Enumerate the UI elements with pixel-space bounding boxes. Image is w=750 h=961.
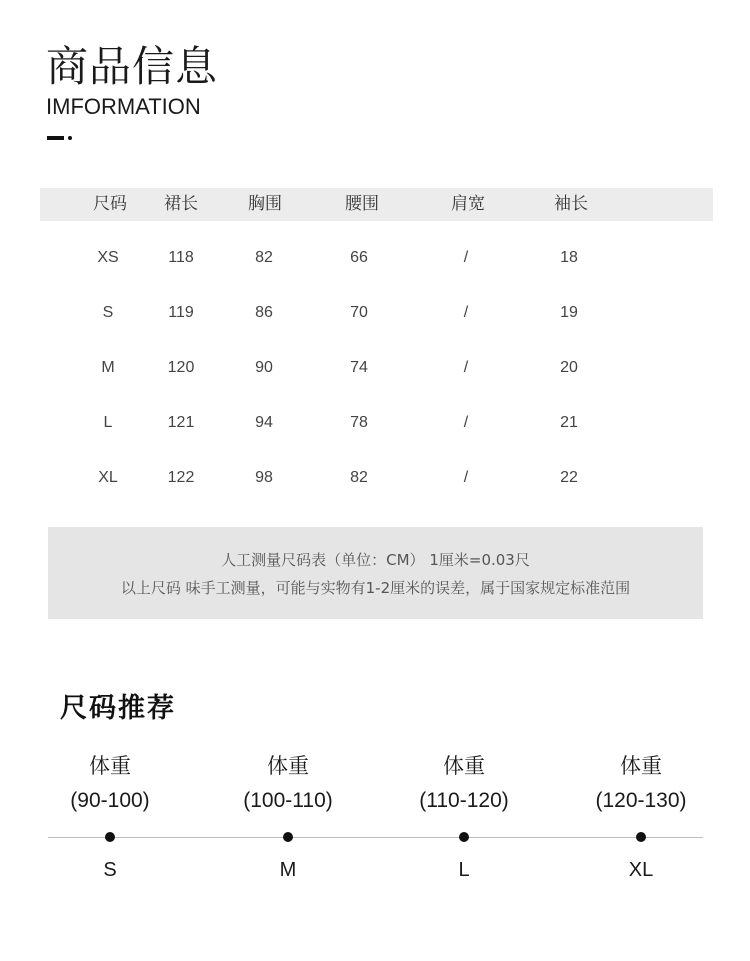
note-error-line: 以上尺码 味手工测量，可能与实物有1-2厘米的误差，属于国家规定标准范围 <box>120 579 631 597</box>
cell-skirt-length: 118 <box>168 249 194 266</box>
cell-shoulder: / <box>463 304 469 321</box>
weight-label: 体重 <box>620 754 662 778</box>
cell-waist: 70 <box>350 304 368 321</box>
measurement-note-box <box>48 527 703 619</box>
size-recommend-title: 尺码推荐 <box>60 693 176 724</box>
cell-bust: 90 <box>255 359 273 376</box>
recommended-size: XL <box>628 859 654 881</box>
cell-skirt-length: 119 <box>168 304 194 321</box>
recommended-size: M <box>279 859 297 881</box>
weight-label: 体重 <box>267 754 309 778</box>
cell-size: S <box>102 304 114 321</box>
cell-bust: 86 <box>255 304 273 321</box>
timeline-dot <box>283 832 293 842</box>
timeline-dot <box>105 832 115 842</box>
title-underline-mark <box>47 136 64 140</box>
cell-size: XL <box>98 469 118 486</box>
weight-range: (100-110) <box>243 789 333 812</box>
cell-shoulder: / <box>463 249 469 266</box>
recommended-size: L <box>458 859 470 881</box>
weight-range: (90-100) <box>70 789 150 812</box>
column-header-size: 尺码 <box>93 194 127 214</box>
cell-sleeve: 18 <box>560 249 578 266</box>
table-row <box>40 285 713 340</box>
cell-bust: 82 <box>255 249 273 266</box>
cell-sleeve: 21 <box>560 414 578 431</box>
cell-size: L <box>103 414 113 431</box>
title-chinese: 商品信息 <box>46 42 219 91</box>
column-header-bust: 胸围 <box>248 194 282 214</box>
cell-sleeve: 19 <box>560 304 578 321</box>
table-row <box>40 450 713 505</box>
cell-skirt-length: 120 <box>167 359 195 376</box>
cell-waist: 82 <box>350 469 368 486</box>
title-underline-dot <box>68 136 72 140</box>
weight-label: 体重 <box>443 754 485 778</box>
size-table <box>40 188 713 486</box>
recommend-timeline <box>48 837 703 838</box>
cell-waist: 66 <box>350 249 368 266</box>
title-english: IMFORMATION <box>46 94 201 119</box>
table-header <box>40 188 713 221</box>
cell-sleeve: 20 <box>560 359 578 376</box>
table-row <box>40 395 713 450</box>
weight-range: (120-130) <box>595 789 687 812</box>
cell-bust: 94 <box>255 414 273 431</box>
column-header-sleeve: 袖长 <box>554 194 588 214</box>
cell-waist: 78 <box>350 414 368 431</box>
cell-skirt-length: 121 <box>167 414 195 431</box>
cell-size: M <box>101 359 115 376</box>
cell-shoulder: / <box>463 359 469 376</box>
cell-shoulder: / <box>463 414 469 431</box>
cell-skirt-length: 122 <box>167 469 195 486</box>
column-header-skirt-length: 裙长 <box>164 194 198 214</box>
weight-label: 体重 <box>89 754 131 778</box>
cell-waist: 74 <box>350 359 368 376</box>
column-header-waist: 腰围 <box>345 194 379 214</box>
cell-sleeve: 22 <box>560 469 578 486</box>
cell-shoulder: / <box>463 469 469 486</box>
cell-size: XS <box>97 249 119 266</box>
table-row <box>40 230 713 285</box>
weight-range: (110-120) <box>419 789 509 812</box>
timeline-dot <box>636 832 646 842</box>
note-unit-line: 人工测量尺码表（单位：CM） 1厘米=0.03尺 <box>221 551 530 569</box>
timeline-dot <box>459 832 469 842</box>
recommended-size: S <box>103 859 117 881</box>
column-header-shoulder: 肩宽 <box>451 194 485 214</box>
cell-bust: 98 <box>255 469 273 486</box>
table-row <box>40 340 713 395</box>
